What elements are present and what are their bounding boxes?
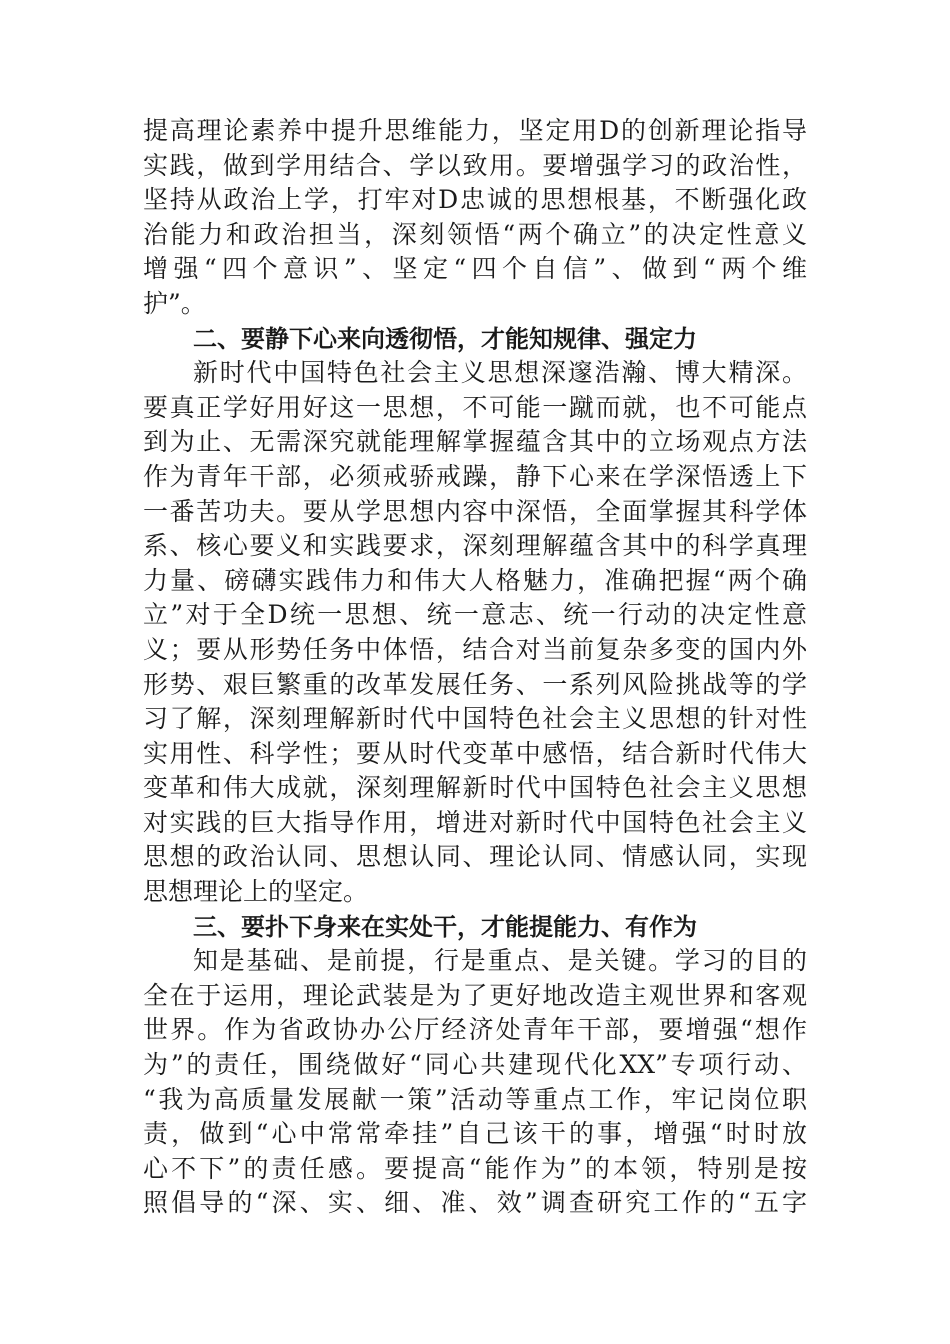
text-line: 治能力和政治担当，深刻领悟“两个确立”的决定性意义: [143, 219, 807, 249]
section-2-paragraph: [143, 356, 807, 910]
text-line: 系、核心要义和实践要求，深刻理解蕴含其中的科学真理: [143, 531, 807, 561]
text-line: 新时代中国特色社会主义思想深邃浩瀚、博大精深。: [193, 358, 807, 388]
text-line: 责，做到“心中常常牵挂”自己该干的事，增强“时时放: [143, 1119, 807, 1149]
section-heading-2: 二、要静下心来向透彻悟，才能知规律、强定力: [193, 324, 697, 353]
text-line: 坚持从政治上学，打牢对D忠诚的思想根基，不断强化政: [143, 185, 807, 215]
section-3-paragraph: [143, 944, 807, 1221]
text-line: 思想的政治认同、思想认同、理论认同、情感认同，实现: [143, 842, 807, 872]
text-line: 护”。: [143, 288, 206, 318]
text-line: 变革和伟大成就，深刻理解新时代中国特色社会主义思想: [143, 773, 807, 803]
text-line: 心不下”的责任感。要提高“能作为”的本领，特别是按: [143, 1153, 807, 1183]
text-line: 到为止、无需深究就能理解掌握蕴含其中的立场观点方法: [143, 427, 807, 457]
text-line: 照倡导的“深、实、细、准、效”调查研究工作的“五字: [143, 1188, 807, 1218]
text-line: 思想理论上的坚定。: [143, 877, 369, 907]
text-line: 对实践的巨大指导作用，增进对新时代中国特色社会主义: [143, 807, 807, 837]
text-line: 全在于运用，理论武装是为了更好地改造主观世界和客观: [143, 980, 807, 1010]
text-line: 知是基础、是前提，行是重点、是关键。学习的目的: [193, 946, 807, 976]
text-line: 立”对于全D统一思想、统一意志、统一行动的决定性意: [143, 600, 807, 630]
text-line: 实践，做到学用结合、学以致用。要增强学习的政治性，: [143, 150, 807, 180]
text-line: 要真正学好用好这一思想，不可能一蹴而就，也不可能点: [143, 392, 807, 422]
text-line: 力量、磅礴实践伟力和伟大人格魅力，准确把握“两个确: [143, 565, 807, 595]
text-line: 习了解，深刻理解新时代中国特色社会主义思想的针对性: [143, 704, 807, 734]
document-body: [143, 114, 807, 1221]
text-line: 为”的责任，围绕做好“同心共建现代化XX”专项行动、: [143, 1050, 807, 1080]
section-heading-3: 三、要扑下身来在实处干，才能提能力、有作为: [193, 912, 697, 941]
text-line: 提高理论素养中提升思维能力，坚定用D的创新理论指导: [143, 116, 807, 145]
text-line: 一番苦功夫。要从学思想内容中深悟，全面掌握其科学体: [143, 496, 807, 526]
intro-paragraph: [143, 114, 807, 322]
text-line: 形势、艰巨繁重的改革发展任务、一系列风险挑战等的学: [143, 669, 807, 699]
text-line: 世界。作为省政协办公厅经济处青年干部，要增强“想作: [143, 1015, 807, 1045]
text-line: 增强“四个意识”、坚定“四个自信”、做到“两个维: [143, 254, 807, 284]
text-line: “我为高质量发展献一策”活动等重点工作，牢记岗位职: [143, 1084, 807, 1114]
text-line: 作为青年干部，必须戒骄戒躁，静下心来在学深悟透上下: [143, 461, 807, 491]
text-line: 实用性、科学性；要从时代变革中感悟，结合新时代伟大: [143, 738, 807, 768]
text-line: 义；要从形势任务中体悟，结合对当前复杂多变的国内外: [143, 634, 807, 664]
